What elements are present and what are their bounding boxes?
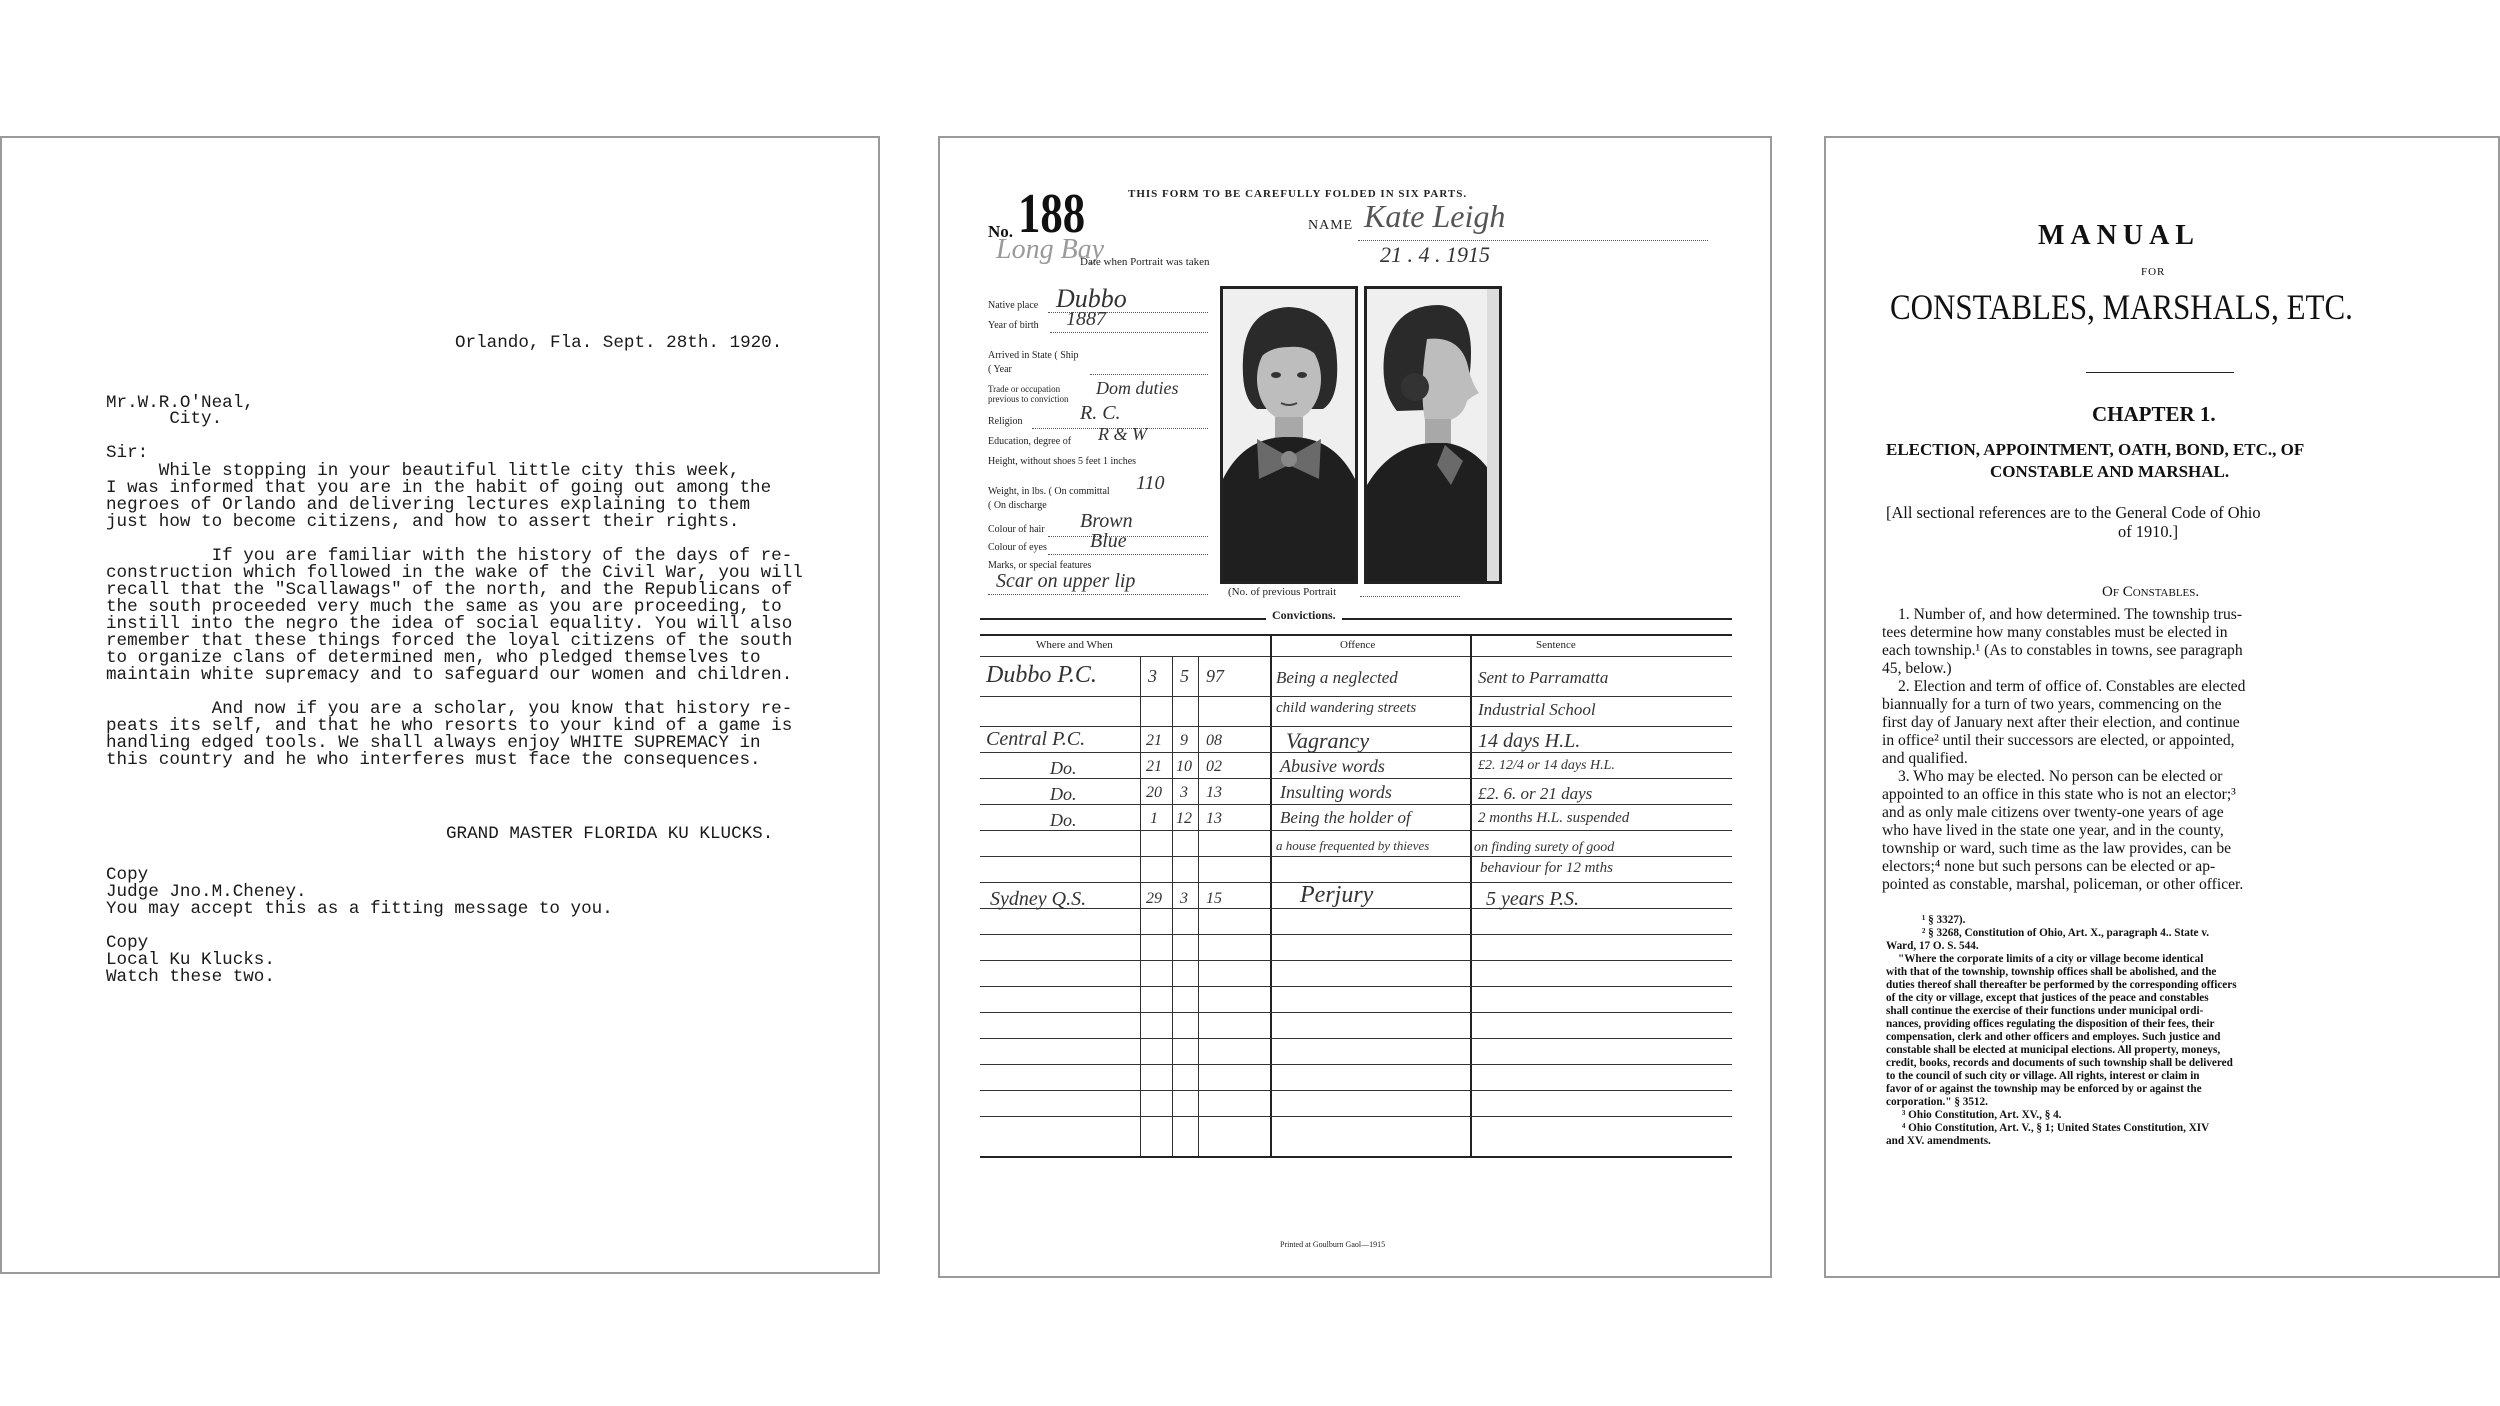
cell-where: Central P.C. [986,728,1086,750]
row-line [980,830,1732,831]
svg-text:7A 188: 7A 188 [1231,316,1257,324]
field-label: ( Year [988,364,1012,375]
note-line: "Where the corporate limits of a city or village become identical [1898,953,2204,965]
profile-portrait-photo [1364,286,1502,584]
chapter-heading: CHAPTER 1. [2092,402,2216,426]
row-line [980,986,1732,987]
cell-offence: Abusive words [1280,756,1385,776]
field-label: Marks, or special features [988,560,1092,571]
field-label: ( On discharge [988,500,1047,511]
cell-day: 21 [1146,758,1162,775]
location-value: Long Bay [996,234,1105,265]
letter-copy-line: Copy [106,865,149,885]
letter-line: to organize clans of determined men, who pledged themselves to [106,648,761,668]
body-line: each township.¹ (As to constables in towns, see paragraph [1882,642,2243,659]
criminal-record-form [938,136,1772,1278]
row-line [980,856,1732,857]
cell-offence: Perjury [1300,882,1374,908]
letter-copy-line: Judge Jno.M.Cheney. [106,882,307,902]
body-line: 3. Who may be elected. No person can be elected or [1898,768,2223,785]
letter-salutation: Sir: [106,443,149,463]
cell-month: 12 [1176,810,1192,827]
letter-copy-line: You may accept this as a fitting message to you. [106,899,613,919]
cell-day: 21 [1146,732,1162,749]
note-line: ⁴ Ohio Constitution, Art. V., § 1; United States Constitution, XIV [1902,1122,2210,1134]
letter-line: maintain white supremacy and to safeguard our women and children. [106,665,793,685]
field-value: Dubbo [1056,284,1127,313]
cell-offence: Being the holder of [1280,808,1411,827]
cell-month: 9 [1180,732,1188,749]
field-label: Trade or occupation previous to conviction [988,384,1069,404]
letter-addressee-line: City. [106,409,223,429]
cell-day: 20 [1146,784,1162,801]
letter-line: this country and he who interferes must face the consequences. [106,750,761,770]
cell-where: Dubbo P.C. [986,662,1097,688]
letter-copy-line: Local Ku Klucks. [106,950,275,970]
letter-signature: GRAND MASTER FLORIDA KU KLUCKS. [446,824,774,844]
column-line [1270,634,1272,1156]
name-value: Kate Leigh [1364,198,1506,234]
letter-dateline: Orlando, Fla. Sept. 28th. 1920. [455,333,783,353]
manual-for: FOR [2141,266,2166,278]
letter-line: negroes of Orlando and delivering lectures explaining to them [106,495,751,515]
column-line [1470,634,1472,1156]
body-line: appointed to an office in this state who is not an elector;³ [1882,786,2236,803]
name-label: NAME [1308,218,1354,233]
letter-copy-line: Copy [106,933,149,953]
row-line [980,696,1732,697]
note-line: with that of the township, township offices shall be abolished, and the [1886,966,2217,978]
body-line: biannually for a turn of two years, commencing on the [1882,696,2222,713]
cell-where: Sydney Q.S. [990,888,1087,910]
note-line: favor of or against the township may be enforced by or against the [1886,1083,2202,1095]
note-line: of the city or village, except that justices of the peace and constables [1886,992,2209,1004]
row-line [980,778,1732,779]
record-number: 188 [1018,183,1086,245]
cell-month: 5 [1180,666,1189,686]
reference-line: of 1910.] [2118,522,2179,541]
row-line [980,1090,1732,1091]
cell-offence: a house frequented by thieves [1276,838,1430,853]
letter-document [0,136,880,1274]
body-line: pointed as constable, marshal, policeman, or other officer. [1882,876,2244,893]
field-line [1048,536,1208,537]
record-number-label: No. [988,222,1014,241]
note-line: Ward, 17 O. S. 544. [1886,940,1979,952]
letter-line: And now if you are a scholar, you know that history re- [106,699,793,719]
column-header: Sentence [1536,639,1576,651]
body-line: 2. Election and term of office of. Constables are elected [1898,678,2246,695]
letter-line: the south proceeded very much the same as you are proceeding, to [106,597,782,617]
table-rule [980,634,1732,636]
body-line: electors;⁴ none but such persons can be elected or ap- [1882,858,2216,875]
row-line [980,1064,1732,1065]
cell-offence: Insulting words [1280,782,1392,802]
cell-sentence: 5 years P.S. [1486,888,1579,910]
letter-line: remember that these things forced the loyal citizens of the south [106,631,793,651]
body-line: first day of January next after their election, and continue [1882,714,2240,731]
field-label: Religion [988,416,1023,427]
cell-year: 08 [1206,732,1222,749]
note-line: corporation." § 3512. [1886,1096,1988,1108]
note-line: ² § 3268, Constitution of Ohio, Art. X., paragraph 4.. State v. [1922,927,2210,939]
letter-line: construction which followed in the wake of the Civil War, you will [106,563,803,583]
note-line: shall continue the exercise of their functions under municipal ordi- [1886,1005,2204,1017]
cell-where: Do. [1050,810,1077,830]
cell-year: 02 [1206,758,1222,775]
cell-year: 13 [1206,784,1222,801]
convictions-title: Convictions. [1266,608,1342,623]
body-line: and as only male citizens over twenty-one years of age [1882,804,2224,821]
field-line [1090,374,1208,375]
row-line [980,1038,1732,1039]
letter-line: recall that the "Scallawags" of the north, and the Republicans of [106,580,793,600]
field-value: R & W [1098,424,1147,444]
field-label: Colour of hair [988,524,1045,535]
letter-line: While stopping in your beautiful little city this week, [106,461,740,481]
form-footer: Printed at Goulburn Gaol—1915 [1280,1240,1386,1249]
cell-offence: Vagrancy [1286,728,1370,753]
row-line [980,726,1732,727]
note-line: nances, providing offices regulating the disposition of their fees, their [1886,1018,2215,1030]
field-value: Scar on upper lip [996,570,1136,592]
cell-sentence: 14 days H.L. [1478,730,1581,752]
note-line: ¹ § 3327). [1922,914,1966,926]
row-line [980,960,1732,961]
cell-where: Do. [1050,784,1077,804]
cell-offence: Being a neglected [1276,668,1398,687]
field-label: Arrived in State ( Ship [988,350,1079,361]
row-line [980,1012,1732,1013]
note-line: to the council of such city or village. All rights, interest or claim in [1886,1070,2200,1082]
cell-day: 1 [1150,810,1158,827]
manual-page [1824,136,2500,1278]
field-value: R. C. [1080,402,1121,424]
letter-line: just how to become citizens, and how to assert their rights. [106,512,740,532]
letter-copy-line: Watch these two. [106,967,275,987]
table-rule [980,1156,1732,1158]
body-line: and qualified. [1882,750,1968,767]
date-label: Date when Portrait was taken [1080,256,1210,268]
field-label: Weight, in lbs. ( On committal [988,486,1110,497]
date-value: 21 . 4 . 1915 [1380,242,1490,267]
photo-caption: (No. of previous Portrait [1228,586,1337,598]
field-line [1048,554,1208,555]
note-line: credit, books, records and documents of such township shall be delivered [1886,1057,2233,1069]
column-line [1140,656,1141,1156]
column-header: Offence [1340,639,1376,651]
letter-line: peats its self, and that he who resorts to your kind of a game is [106,716,793,736]
body-line: township or ward, such time as the law provides, can be [1882,840,2232,857]
body-line: 45, below.) [1882,660,1952,677]
note-line: and XV. amendments. [1886,1135,1991,1147]
cell-sentence: Sent to Parramatta [1478,668,1609,687]
chapter-title-line: ELECTION, APPOINTMENT, OATH, BOND, ETC., OF [1886,440,2305,459]
letter-line: If you are familiar with the history of the days of re- [106,546,793,566]
cell-where: Do. [1050,758,1077,778]
note-line: compensation, clerk and other officers and employes. Such justice and [1886,1031,2221,1043]
body-line: 1. Number of, and how determined. The township trus- [1898,606,2243,623]
letter-line: I was informed that you are in the habit of going out among the [106,478,772,498]
note-line: ³ Ohio Constitution, Art. XV., § 4. [1902,1109,2062,1121]
body-line: tees determine how many constables must be elected in [1882,624,2228,641]
field-label: Year of birth [988,320,1039,331]
column-line [1198,656,1199,1156]
row-line [980,934,1732,935]
cell-year: 15 [1206,890,1222,907]
chapter-title-line: CONSTABLE AND MARSHAL. [1990,462,2230,481]
form-header: THIS FORM TO BE CAREFULLY FOLDED IN SIX PARTS. [1128,188,1468,200]
table-rule [980,656,1732,657]
note-line: duties thereof shall thereafter be performed by the corresponding officers [1886,979,2237,991]
letter-line: instill into the negro the idea of social equality. You will also [106,614,793,634]
title-rule [2086,372,2234,373]
manual-title: MANUAL [2038,220,2200,251]
front-portrait-photo [1220,286,1358,584]
manual-subtitle: CONSTABLES, MARSHALS, ETC. [1890,287,2353,327]
caption-line [1360,596,1460,597]
column-line [1172,656,1173,1156]
field-label: Colour of eyes [988,542,1047,553]
cell-month: 10 [1176,758,1192,775]
reference-line: [All sectional references are to the General Code of Ohio [1886,503,2261,522]
cell-day: 3 [1148,666,1157,686]
cell-month: 3 [1180,784,1188,801]
field-value: Blue [1090,530,1127,552]
field-value: Dom duties [1096,378,1179,398]
cell-sentence: on finding surety of good [1474,840,1615,855]
cell-sentence: Industrial School [1478,700,1596,719]
field-label: Education, degree of [988,436,1072,447]
letter-line: handling edged tools. We shall always enjoy WHITE SUPREMACY in [106,733,761,753]
row-line [980,804,1732,805]
field-value: 1887 [1066,308,1106,330]
cell-month: 3 [1180,890,1188,907]
note-line: constable shall be elected at municipal elections. All property, moneys, [1886,1044,2221,1056]
field-line [1050,332,1208,333]
cell-year: 13 [1206,810,1222,827]
field-label: Height, without shoes 5 feet 1 inches [988,456,1137,467]
cell-sentence: £2. 6. or 21 days [1478,784,1593,803]
cell-offence: child wandering streets [1276,700,1417,716]
section-heading: Of Constables. [2102,584,2200,600]
cell-year: 97 [1206,666,1224,686]
table-rule [980,618,1732,620]
body-line: in office² until their successors are elected, or appointed, [1882,732,2235,749]
field-label: Native place [988,300,1039,311]
field-value: 110 [1136,472,1165,494]
cell-day: 29 [1146,890,1162,907]
field-value: Brown [1080,510,1133,532]
name-line [1358,240,1708,241]
body-line: who have lived in the state one year, and in the county, [1882,822,2224,839]
row-line [980,1116,1732,1117]
cell-sentence: behaviour for 12 mths [1480,860,1613,876]
cell-sentence: 2 months H.L. suspended [1478,810,1630,826]
letter-addressee-line: Mr.W.R.O'Neal, [106,393,254,413]
column-header: Where and When [1036,639,1113,651]
cell-sentence: £2. 12/4 or 14 days H.L. [1478,758,1615,773]
field-line [988,594,1208,595]
